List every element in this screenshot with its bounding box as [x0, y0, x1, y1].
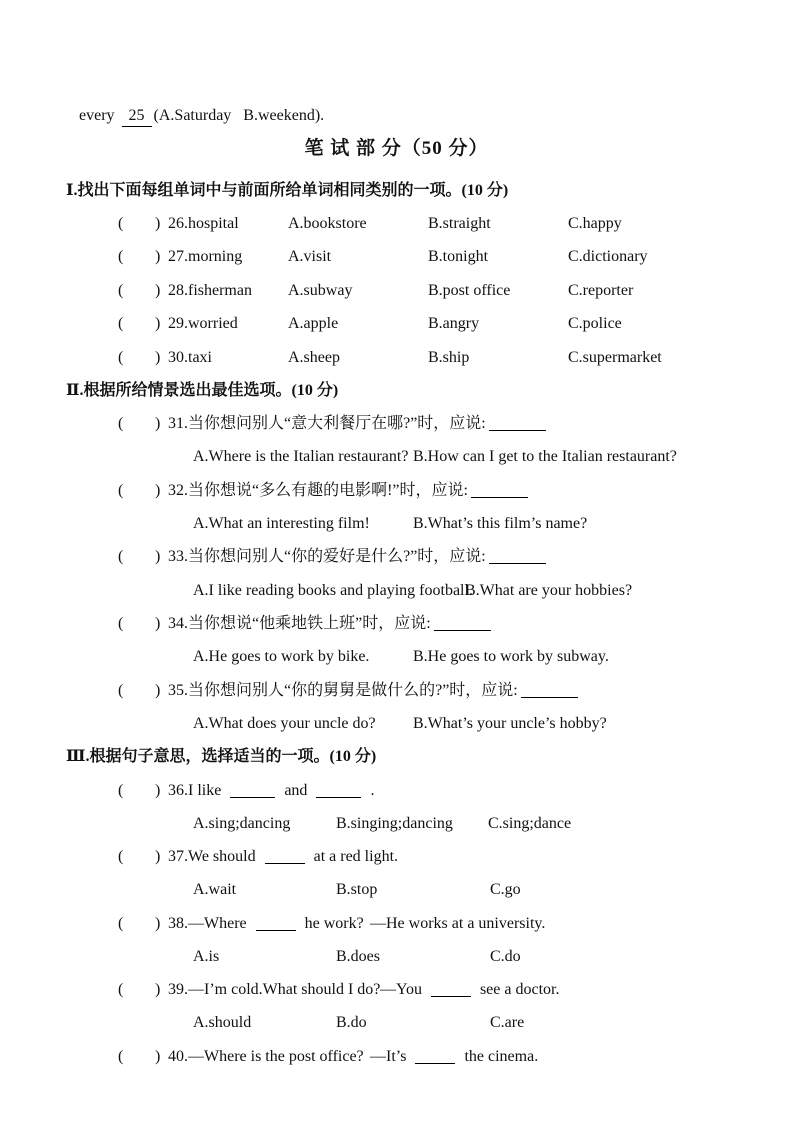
option-b: B.How can I get to the Italian restaurant?	[413, 448, 677, 465]
answer-slot-close: )	[155, 848, 161, 865]
answer-blank	[316, 782, 361, 798]
answer-slot-open: (	[118, 215, 124, 232]
answer-slot-close: )	[155, 782, 161, 799]
answer-slot-open: (	[118, 848, 124, 865]
answer-slot-open: (	[118, 482, 124, 499]
answer-slot-open: (	[118, 615, 124, 632]
answer-slot-close: )	[155, 248, 161, 265]
reply-end: see a doctor.	[479, 981, 560, 998]
option-b: B.post office	[428, 282, 511, 299]
item-stem	[168, 614, 491, 634]
option-c: C.sing;dance	[488, 815, 572, 832]
item-stem: 30.taxi	[168, 349, 212, 366]
answer-slot-open: (	[118, 915, 124, 932]
option-a: A.sing;dancing	[193, 815, 291, 832]
option-a: A.I like reading books and playing football.	[193, 582, 473, 599]
stem-text: 35.当你想问别人“你的舅舅是做什么的?”时，应说:	[168, 682, 518, 699]
section3-heading: Ⅲ.根据句子意思，选择适当的一项。(10 分)	[66, 748, 377, 765]
option-a: A.wait	[193, 881, 237, 898]
answer-blank	[489, 548, 546, 564]
answer-blank	[434, 615, 491, 631]
answer-slot-open: (	[118, 248, 124, 265]
option-c: C.do	[490, 948, 521, 965]
answer-slot-open: (	[118, 548, 124, 565]
option-b: B.What’s your uncle’s hobby?	[413, 715, 607, 732]
option-a: A.bookstore	[288, 215, 367, 232]
item-stem	[168, 681, 578, 701]
option-a: A.apple	[288, 315, 339, 332]
option-c: C.happy	[568, 215, 622, 232]
stem-text: 33.当你想问别人“你的爱好是什么?”时，应说:	[168, 548, 486, 565]
item-stem	[168, 481, 528, 501]
carryover-option-a: (A.Saturday	[153, 107, 232, 124]
answer-blank	[265, 848, 305, 864]
item-stem: 27.morning	[168, 248, 243, 265]
answer-slot-close: )	[155, 349, 161, 366]
answer-blank	[471, 482, 528, 498]
stem-text: 31.当你想问别人“意大利餐厅在哪?”时，应说:	[168, 415, 486, 432]
answer-blank	[230, 782, 275, 798]
option-b: B.What’s this film’s name?	[413, 515, 588, 532]
carryover-option-b: B.weekend).	[243, 107, 325, 124]
reply-text: —He works at a university.	[370, 915, 546, 932]
option-a: A.subway	[288, 282, 353, 299]
stem-text: .	[370, 782, 375, 799]
option-b: B.stop	[336, 881, 378, 898]
reply-pre: —It’s	[370, 1048, 407, 1065]
carryover-question-line	[79, 106, 324, 127]
stem-text: 32.当你想说“多么有趣的电影啊!”时，应说:	[168, 482, 468, 499]
option-a: A.Where is the Italian restaurant?	[193, 448, 409, 465]
option-a: A.He goes to work by bike.	[193, 648, 370, 665]
stem-text: 37.We should	[168, 848, 256, 865]
answer-blank	[489, 415, 546, 431]
answer-slot-close: )	[155, 548, 161, 565]
option-c: C.reporter	[568, 282, 634, 299]
option-a: A.What does your uncle do?	[193, 715, 376, 732]
answer-slot-open: (	[118, 349, 124, 366]
answer-slot-open: (	[118, 282, 124, 299]
answer-slot-close: )	[155, 415, 161, 432]
stem-text: at a red light.	[313, 848, 399, 865]
option-a: A.visit	[288, 248, 332, 265]
item-stem	[168, 781, 374, 801]
option-c: C.are	[490, 1014, 525, 1031]
item-stem: 26.hospital	[168, 215, 239, 232]
answer-slot-close: )	[155, 282, 161, 299]
stem-text: 36.I like	[168, 782, 222, 799]
option-c: C.police	[568, 315, 622, 332]
option-b: B.singing;dancing	[336, 815, 453, 832]
answer-slot-close: )	[155, 615, 161, 632]
option-b: B.does	[336, 948, 380, 965]
option-a: A.is	[193, 948, 220, 965]
option-b: B.He goes to work by subway.	[413, 648, 609, 665]
item-stem: 39.—I’m cold.What should I do?	[168, 981, 381, 998]
item-stem	[168, 547, 546, 567]
option-c: C.go	[490, 881, 521, 898]
option-b: B.ship	[428, 349, 470, 366]
option-a: A.should	[193, 1014, 252, 1031]
answer-slot-close: )	[155, 482, 161, 499]
stem-text: he work?	[304, 915, 364, 932]
answer-slot-close: )	[155, 915, 161, 932]
stem-text: 38.—Where	[168, 915, 247, 932]
option-a: A.What an interesting film!	[193, 515, 370, 532]
reply-pre: —You	[380, 981, 422, 998]
answer-slot-open: (	[118, 315, 124, 332]
option-a: A.sheep	[288, 349, 340, 366]
answer-blank	[521, 682, 578, 698]
answer-slot-close: )	[155, 682, 161, 699]
answer-slot-open: (	[118, 1048, 124, 1065]
section1-heading: Ⅰ.找出下面每组单词中与前面所给单词相同类别的一项。(10 分)	[66, 182, 509, 199]
answer-blank-25: 25	[122, 106, 152, 127]
answer-slot-close: )	[155, 1048, 161, 1065]
answer-slot-open: (	[118, 782, 124, 799]
item-stem: 29.worried	[168, 315, 238, 332]
reply-end: the cinema.	[464, 1048, 539, 1065]
option-c: C.dictionary	[568, 248, 648, 265]
carryover-pre: every	[79, 107, 115, 124]
answer-slot-open: (	[118, 415, 124, 432]
option-c: C.supermarket	[568, 349, 662, 366]
item-stem	[168, 414, 546, 434]
option-b: B.angry	[428, 315, 480, 332]
option-b: B.tonight	[428, 248, 489, 265]
answer-slot-open: (	[118, 682, 124, 699]
answer-slot-open: (	[118, 981, 124, 998]
answer-blank	[431, 981, 471, 997]
stem-text: and	[284, 782, 308, 799]
reply-text	[380, 980, 559, 1000]
page-title: 笔 试 部 分（50 分）	[304, 138, 489, 159]
reply-text	[370, 1047, 538, 1067]
option-b: B.What are your hobbies?	[465, 582, 633, 599]
section2-heading: Ⅱ.根据所给情景选出最佳选项。(10 分)	[66, 382, 339, 399]
answer-slot-close: )	[155, 215, 161, 232]
item-stem: 28.fisherman	[168, 282, 252, 299]
option-b: B.straight	[428, 215, 491, 232]
item-stem	[168, 914, 364, 934]
stem-text: 34.当你想说“他乘地铁上班”时，应说:	[168, 615, 431, 632]
answer-blank	[415, 1048, 455, 1064]
answer-slot-close: )	[155, 315, 161, 332]
answer-blank	[256, 915, 296, 931]
item-stem	[168, 847, 398, 867]
item-stem: 40.—Where is the post office?	[168, 1048, 364, 1065]
option-b: B.do	[336, 1014, 367, 1031]
answer-slot-close: )	[155, 981, 161, 998]
